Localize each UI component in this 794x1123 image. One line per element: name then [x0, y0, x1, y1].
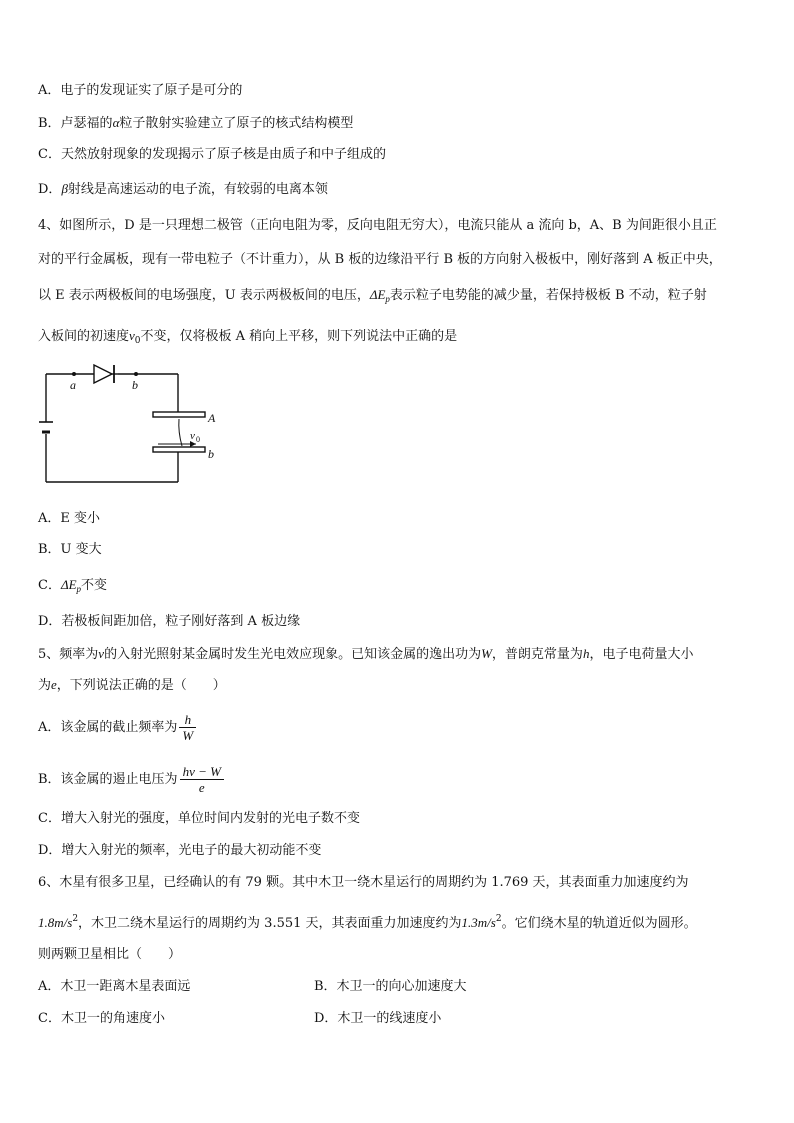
fraction-denominator: e	[180, 779, 224, 795]
q5-stem-text-1b: 的入射光照射某金属时发生光电效应现象。已知该金属的逸出功为	[104, 647, 482, 662]
beta-symbol: β	[61, 181, 68, 196]
q3-option-b	[38, 114, 353, 133]
label-v-sub: 0	[196, 435, 200, 444]
gravity-value-1: 1.8m/s	[38, 915, 73, 930]
q3-option-d-prefix: D．	[38, 182, 62, 197]
q5-option-a	[38, 712, 196, 743]
q6-stem-text-2a: ，木卫二绕木星运行的周期约为 3.551 天，其表面重力加速度约为	[78, 916, 462, 931]
q6-option-b	[314, 978, 467, 996]
q4-stem-text-1: 4、如图所示，D 是一只理想二极管（正向电阻为零，反向电阻无穷大），电流只能从 a 流向 b，A、B 为间距很小且正	[38, 218, 717, 233]
q3-option-a	[38, 82, 242, 100]
gravity-value-2-exp: 2	[495, 914, 502, 924]
fraction-h-over-w	[179, 712, 196, 743]
q3-option-c	[38, 146, 386, 164]
e-symbol: e	[51, 677, 57, 692]
node-b-dot	[134, 372, 138, 376]
w-symbol: W	[481, 646, 492, 661]
delta-ep-symbol-option: ΔE	[60, 577, 77, 592]
q6-option-c	[38, 1010, 165, 1028]
q5-option-c	[38, 810, 360, 828]
q5-stem-text-1c: ，普朗克常量为	[491, 647, 583, 662]
q6-option-a	[38, 978, 190, 996]
label-plate-a: A	[208, 411, 216, 425]
alpha-symbol: α	[112, 115, 120, 130]
q6-stem-line-1	[38, 874, 689, 892]
q3-option-a-text: A．电子的发现证实了原子是可分的	[38, 83, 243, 98]
q5-option-d-text: D．增大入射光的频率，光电子的最大初动能不变	[38, 843, 322, 858]
q4-stem-text-3b: 表示粒子电势能的减少量，若保持极板 B 不动，粒子射	[389, 288, 707, 303]
nu-symbol: ν	[98, 646, 105, 661]
q5-stem-text-1d: ，电子电荷量大小	[589, 647, 694, 662]
plate-b	[153, 447, 205, 452]
q4-stem-line-4	[38, 327, 457, 350]
q3-option-d	[38, 180, 328, 199]
q4-option-b	[38, 541, 102, 559]
fraction-numerator: h	[184, 712, 192, 727]
q5-option-b	[38, 764, 224, 795]
q3-option-d-suffix: 射线是高速运动的电子流，有较弱的电离本领	[67, 182, 328, 197]
q6-option-d-text: D．木卫一的线速度小	[314, 1011, 442, 1026]
q4-option-c-prefix: C．	[38, 578, 61, 593]
q6-stem-line-2	[38, 910, 697, 933]
fraction-numerator: hν − W	[182, 764, 221, 779]
delta-ep-symbol: ΔE	[369, 287, 386, 302]
q4-option-a	[38, 510, 100, 528]
delta-ep-subscript: p	[385, 294, 390, 304]
node-a-dot	[72, 372, 76, 376]
q6-stem-line-3	[38, 946, 181, 964]
fraction-hv-minus-w-over-e	[180, 764, 224, 795]
q6-option-d	[314, 1010, 441, 1028]
q5-option-a-text: A．该金属的截止频率为	[38, 720, 178, 735]
q4-stem-line-2	[38, 251, 722, 269]
q4-option-a-text: A．E 变小	[38, 511, 101, 526]
q4-stem-text-2: 对的平行金属板，现有一带电粒子（不计重力），从 B 板的边缘沿平行 B 板的方向射入极板中，刚好落到 A 板正中央，	[38, 252, 722, 267]
q5-stem-text-2a: 为	[38, 678, 52, 693]
q5-stem-text-2b: ，下列说法正确的是（ ）	[56, 678, 226, 693]
q4-option-b-text: B．U 变大	[38, 542, 102, 557]
q4-stem-text-4a: 入板间的初速度	[38, 329, 130, 344]
particle-trajectory	[179, 419, 182, 446]
q5-option-c-text: C．增大入射光的强度，单位时间内发射的光电子数不变	[38, 811, 360, 826]
diode-icon	[94, 365, 112, 383]
gravity-value-1-exp: 2	[72, 914, 79, 924]
q5-stem-text-1a: 5、频率为	[38, 647, 99, 662]
label-b: b	[132, 378, 138, 392]
q4-option-c-suffix: 不变	[81, 578, 108, 593]
fraction-denominator: W	[179, 727, 196, 743]
q6-stem-text-3: 则两颗卫星相比（ ）	[38, 947, 182, 962]
label-a: a	[70, 378, 76, 392]
v0-symbol: v	[129, 328, 135, 343]
q3-option-b-suffix: 粒子散射实验建立了原子的核式结构模型	[119, 116, 354, 131]
q4-stem-text-3a: 以 E 表示两极板间的电场强度，U 表示两极板间的电压，	[38, 288, 370, 303]
label-v: v	[190, 430, 195, 442]
circuit-diagram	[38, 362, 228, 494]
q3-option-c-text: C．天然放射现象的发现揭示了原子核是由质子和中子组成的	[38, 147, 386, 162]
q4-stem-line-3	[38, 286, 707, 308]
v0-subscript: 0	[134, 336, 141, 346]
q6-option-b-text: B．木卫一的向心加速度大	[314, 979, 467, 994]
q4-option-d	[38, 613, 300, 631]
q3-option-b-prefix: B．卢瑟福的	[38, 116, 113, 131]
q6-option-c-text: C．木卫一的角速度小	[38, 1011, 165, 1026]
h-symbol: h	[582, 646, 590, 661]
plate-a	[153, 412, 205, 417]
delta-ep-subscript-option: p	[76, 584, 82, 594]
q5-stem-line-1	[38, 645, 693, 664]
gravity-value-2: 1.3m/s	[461, 915, 496, 930]
q5-stem-line-2	[38, 676, 226, 695]
q5-option-d	[38, 842, 321, 860]
q4-stem-line-1	[38, 217, 717, 235]
q6-stem-text-1: 6、木星有很多卫星，已经确认的有 79 颗。其中木卫一绕木星运行的周期约为 1.769 天，其表面重力加速度约为	[38, 875, 689, 890]
q6-stem-text-2b: 。它们绕木星的轨道近似为圆形。	[501, 916, 697, 931]
q5-option-b-text: B．该金属的遏止电压为	[38, 772, 178, 787]
q4-option-d-text: D．若极板间距加倍，粒子刚好落到 A 板边缘	[38, 614, 301, 629]
q6-option-a-text: A．木卫一距离木星表面远	[38, 979, 191, 994]
q4-stem-text-4b: 不变，仅将极板 A 稍向上平移，则下列说法中正确的是	[140, 329, 458, 344]
q4-option-c	[38, 576, 107, 598]
label-plate-b: b	[208, 447, 214, 461]
